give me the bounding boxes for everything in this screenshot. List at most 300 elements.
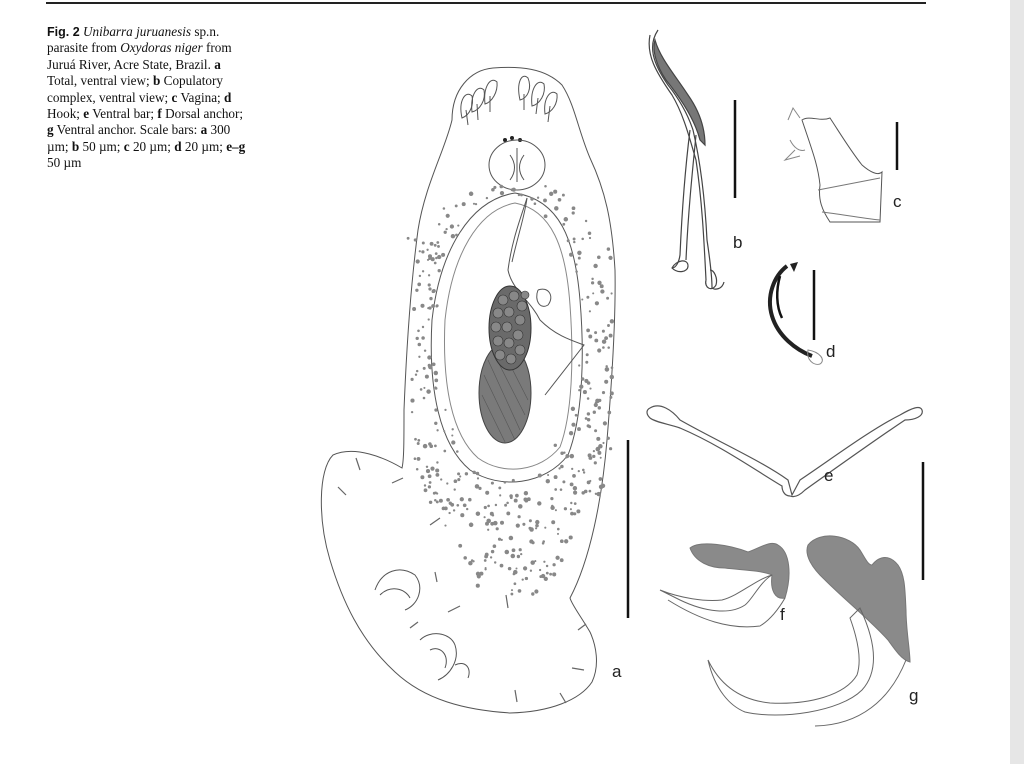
vitelline-follicle xyxy=(436,461,438,463)
vitelline-follicle xyxy=(468,498,472,502)
vitelline-follicle xyxy=(512,548,516,552)
vitelline-follicle xyxy=(595,493,597,495)
vitelline-follicle xyxy=(528,527,531,530)
scale-value: 50 µm xyxy=(47,155,82,171)
vitelline-follicle xyxy=(504,504,507,507)
vitelline-follicle xyxy=(551,505,554,508)
vitelline-follicle xyxy=(443,207,446,210)
vitelline-follicle xyxy=(578,470,580,472)
vitelline-follicle xyxy=(560,452,563,455)
vitelline-follicle xyxy=(607,247,610,250)
vitelline-follicle xyxy=(435,387,438,390)
vitelline-follicle xyxy=(535,520,539,524)
panel-label-d: d xyxy=(826,342,836,361)
vitelline-follicle xyxy=(607,324,610,327)
vitelline-follicle xyxy=(534,202,537,205)
vitelline-follicle xyxy=(437,245,440,248)
vitelline-follicle xyxy=(436,241,439,244)
vitelline-follicle xyxy=(609,447,612,450)
part-letter: a xyxy=(214,56,221,72)
scale-intro: Scale bars: xyxy=(139,122,198,138)
vitelline-follicle xyxy=(517,555,520,558)
vitelline-follicle xyxy=(493,186,496,189)
vitelline-follicle xyxy=(609,334,613,338)
vitelline-follicle xyxy=(523,566,527,570)
vitelline-follicle xyxy=(429,481,432,484)
vitelline-follicle xyxy=(571,423,575,427)
vitelline-follicle xyxy=(596,437,600,441)
vitelline-follicle xyxy=(530,197,533,200)
vitelline-follicle xyxy=(436,429,438,431)
vitelline-follicle xyxy=(564,507,567,510)
vitelline-follicle xyxy=(491,550,494,553)
panel-b-copulatory-complex xyxy=(649,30,724,289)
vitelline-follicle xyxy=(490,556,492,558)
vitelline-follicle xyxy=(499,494,501,496)
vitelline-follicle xyxy=(589,237,591,239)
vitelline-follicle xyxy=(493,544,497,548)
vitelline-follicle xyxy=(570,512,574,516)
vitelline-follicle xyxy=(578,364,580,366)
vitelline-follicle xyxy=(537,197,539,199)
vitelline-follicle xyxy=(525,577,528,580)
vitelline-follicle xyxy=(428,485,431,488)
vitelline-follicle xyxy=(493,521,498,526)
vitelline-follicle xyxy=(600,457,602,459)
vitelline-follicle xyxy=(411,411,413,413)
vitelline-follicle xyxy=(416,259,420,263)
vitelline-follicle xyxy=(560,539,564,543)
vitelline-follicle xyxy=(444,409,446,411)
vitelline-follicle xyxy=(438,223,441,226)
panel-label-e: e xyxy=(824,466,834,485)
vitelline-follicle xyxy=(412,307,416,311)
vitelline-follicle xyxy=(428,254,432,258)
vitelline-follicle xyxy=(597,256,601,260)
vitelline-follicle xyxy=(430,242,434,246)
vitelline-follicle xyxy=(443,430,445,432)
vitelline-follicle xyxy=(599,485,604,490)
vitelline-follicle xyxy=(498,486,501,489)
vitelline-follicle xyxy=(472,471,475,474)
vitelline-follicle xyxy=(416,468,419,471)
part-desc: Hook; xyxy=(47,106,80,122)
vitelline-follicle xyxy=(581,238,584,241)
vitelline-follicle xyxy=(428,274,430,276)
vitelline-follicle xyxy=(610,319,614,323)
vitelline-follicle xyxy=(416,370,418,372)
scale-letter: c xyxy=(123,138,130,154)
vitelline-follicle xyxy=(446,482,448,484)
vitelline-follicle xyxy=(505,550,510,555)
vitelline-follicle xyxy=(535,527,537,529)
vitelline-follicle xyxy=(442,507,445,510)
vitelline-follicle xyxy=(457,472,460,475)
panel-label-f: f xyxy=(780,605,785,624)
vitelline-follicle xyxy=(513,570,518,575)
vitelline-follicle xyxy=(585,220,587,222)
vitelline-follicle xyxy=(444,525,446,527)
marginal-hooks xyxy=(338,458,586,703)
vitelline-follicle xyxy=(555,556,559,560)
vitelline-follicle xyxy=(424,349,426,351)
panel-label-a: a xyxy=(612,662,622,681)
vitelline-follicle xyxy=(575,263,577,265)
panel-a-worm xyxy=(321,67,615,713)
vitelline-follicle xyxy=(562,194,565,197)
vitelline-follicle xyxy=(579,384,583,388)
vitelline-follicle xyxy=(500,191,504,195)
vitelline-follicle xyxy=(581,491,584,494)
haptor-structure xyxy=(430,649,446,668)
vitelline-follicle xyxy=(597,492,601,496)
vitelline-follicle xyxy=(415,374,417,376)
vitelline-follicle xyxy=(595,301,599,305)
part-letter: c xyxy=(171,89,178,105)
part-letter: e xyxy=(83,106,90,122)
vitelline-follicle xyxy=(469,523,474,528)
vitelline-follicle xyxy=(523,497,527,501)
vitelline-follicle xyxy=(411,378,414,381)
vitelline-follicle xyxy=(596,447,601,452)
eyespot xyxy=(510,136,514,140)
vitelline-follicle xyxy=(416,337,419,340)
vitelline-follicle xyxy=(577,251,581,255)
part-letter: b xyxy=(153,73,161,89)
vitelline-follicle xyxy=(576,509,580,513)
vitelline-follicle xyxy=(519,548,522,551)
vitelline-follicle xyxy=(570,454,575,459)
vitelline-follicle xyxy=(599,477,603,481)
vitelline-follicle xyxy=(549,192,553,196)
vitelline-follicle xyxy=(514,499,518,503)
vitelline-follicle xyxy=(560,558,564,562)
vitelline-follicle xyxy=(597,348,601,352)
vitelline-follicle xyxy=(441,253,445,257)
vitelline-follicle xyxy=(574,502,577,505)
vitelline-follicle xyxy=(456,450,459,453)
vitelline-follicle xyxy=(597,451,601,455)
vitelline-follicle xyxy=(445,228,447,230)
panel-c-vagina xyxy=(785,108,882,222)
part-desc: Copulatory complex, ventral view; xyxy=(47,73,223,105)
part-desc: Ventral bar; xyxy=(92,106,155,122)
vitelline-follicle xyxy=(486,519,491,524)
vitelline-follicle xyxy=(504,481,507,484)
vitelline-follicle xyxy=(484,559,487,562)
vitelline-follicle xyxy=(554,206,559,211)
vitelline-follicle xyxy=(581,298,583,300)
vitelline-follicle xyxy=(476,472,479,475)
vitelline-follicle xyxy=(423,367,426,370)
vitelline-follicle xyxy=(544,527,546,529)
part-letter: f xyxy=(157,106,162,122)
vitelline-follicle xyxy=(420,304,424,308)
vitelline-follicle xyxy=(570,502,572,504)
vitelline-follicle xyxy=(429,501,432,504)
vitelline-follicle xyxy=(419,275,421,277)
haptor-structure xyxy=(420,634,456,680)
vitelline-follicle xyxy=(451,434,453,436)
vitelline-follicle xyxy=(575,414,578,417)
vitelline-follicle xyxy=(428,287,431,290)
vitelline-follicle xyxy=(511,554,516,559)
vitelline-follicle xyxy=(427,355,431,359)
vitelline-follicle xyxy=(506,511,510,515)
vitelline-follicle xyxy=(414,238,417,241)
vitelline-follicle xyxy=(594,461,597,464)
vitelline-follicle xyxy=(564,539,568,543)
vitelline-follicle xyxy=(567,239,570,242)
vitelline-follicle xyxy=(511,589,513,591)
part-desc: Dorsal anchor; xyxy=(165,106,244,122)
vitelline-follicle xyxy=(537,501,541,505)
vitelline-follicle xyxy=(546,572,549,575)
vitelline-follicle xyxy=(555,509,557,511)
vitelline-follicle xyxy=(444,231,447,234)
vitelline-follicle xyxy=(587,397,590,400)
vitelline-follicle xyxy=(443,450,446,453)
vitelline-follicle xyxy=(434,371,438,375)
vitelline-follicle xyxy=(430,467,434,471)
vitelline-follicle xyxy=(598,406,601,409)
vitelline-follicle xyxy=(564,217,569,222)
caption-text-1: sp.n. parasite from xyxy=(47,24,220,56)
vitelline-follicle xyxy=(602,346,605,349)
vitelline-follicle xyxy=(434,422,437,425)
vitelline-follicle xyxy=(426,389,430,393)
vitelline-follicle xyxy=(460,513,464,517)
part-desc: Vagina; xyxy=(180,89,221,105)
vitelline-follicle xyxy=(524,491,528,495)
vitelline-follicle xyxy=(407,237,410,240)
vitelline-follicle xyxy=(607,437,610,440)
vitelline-follicle xyxy=(578,389,580,391)
vitelline-follicle xyxy=(434,408,437,411)
vitelline-follicle xyxy=(600,284,604,288)
vitelline-follicle xyxy=(539,569,541,571)
part-desc: Total, ventral view; xyxy=(47,73,150,89)
vitelline-follicle xyxy=(571,468,573,470)
vitelline-follicle xyxy=(573,486,577,490)
vitelline-follicle xyxy=(602,442,604,444)
vitelline-follicle xyxy=(544,185,547,188)
vitelline-follicle xyxy=(485,491,489,495)
vitelline-follicle xyxy=(587,480,591,484)
vitelline-follicle xyxy=(560,465,564,469)
vitelline-follicle xyxy=(455,234,458,237)
scale-value: 20 µm; xyxy=(132,138,171,154)
vitelline-follicle xyxy=(432,362,436,366)
vitelline-follicle xyxy=(518,515,521,518)
vitelline-follicle xyxy=(426,466,428,468)
vitelline-follicle xyxy=(475,203,477,205)
vitelline-follicle xyxy=(538,474,542,478)
vitelline-follicle xyxy=(522,523,525,526)
vitelline-follicle xyxy=(421,250,424,253)
vitelline-follicle xyxy=(510,496,513,499)
vitelline-follicle xyxy=(446,214,450,218)
scale-value: 20 µm; xyxy=(184,138,223,154)
vitelline-follicle xyxy=(459,475,461,477)
vitelline-follicle xyxy=(512,188,516,192)
vitelline-follicle xyxy=(558,467,560,469)
vitelline-follicle xyxy=(512,479,515,482)
vitelline-follicle xyxy=(550,497,553,500)
vitelline-follicle xyxy=(435,252,438,255)
vitelline-follicle xyxy=(589,490,592,493)
vitelline-follicle xyxy=(570,482,574,486)
vitelline-follicle xyxy=(594,403,598,407)
vitelline-follicle xyxy=(602,330,605,333)
part-letter: g xyxy=(47,122,54,138)
vitelline-follicle xyxy=(446,498,450,502)
vitelline-follicle xyxy=(410,399,414,403)
vitelline-follicle xyxy=(469,192,474,197)
caption-text-2: from Juruá River, Acre State, Brazil. xyxy=(47,40,232,72)
part-desc: Ventral anchor. xyxy=(56,122,137,138)
vitelline-follicle xyxy=(554,488,557,491)
vitelline-follicle xyxy=(518,194,520,196)
vitelline-follicle xyxy=(553,190,557,194)
vitelline-follicle xyxy=(610,375,614,379)
host-name: Oxydoras niger xyxy=(120,40,203,56)
vitelline-follicle xyxy=(591,278,593,280)
panel-f-dorsal-anchor xyxy=(660,543,789,626)
vitelline-follicle xyxy=(417,457,421,461)
vitelline-follicle xyxy=(607,411,611,415)
vitelline-follicle xyxy=(586,329,590,333)
vitelline-follicle xyxy=(602,391,605,394)
gonads xyxy=(479,286,531,443)
vitelline-follicle xyxy=(573,238,576,241)
vitelline-follicle xyxy=(518,504,523,509)
vitelline-follicle xyxy=(463,503,467,507)
vitelline-follicle xyxy=(592,292,594,294)
vitelline-follicle xyxy=(551,520,555,524)
vitelline-follicle xyxy=(543,561,545,563)
vitelline-follicle xyxy=(582,469,585,472)
vitelline-follicle xyxy=(558,198,562,202)
species-name: Unibarra juruanesis xyxy=(82,24,192,39)
vitelline-follicle xyxy=(562,480,565,483)
vitelline-follicle xyxy=(486,197,488,199)
scale-letter: d xyxy=(174,138,182,154)
vitelline-follicle xyxy=(496,527,499,530)
vitelline-follicle xyxy=(594,429,597,432)
vitelline-follicle xyxy=(500,564,504,568)
vitelline-follicle xyxy=(449,502,452,505)
scale-letter: e–g xyxy=(226,138,246,154)
vitelline-follicle xyxy=(597,281,601,285)
vitelline-follicle xyxy=(600,289,604,293)
haptor-structure xyxy=(455,663,469,678)
vitelline-follicle xyxy=(530,570,532,572)
vitelline-follicle xyxy=(463,556,467,560)
vitelline-follicle xyxy=(460,497,464,501)
vitelline-follicle xyxy=(578,257,581,260)
vitelline-follicle xyxy=(435,468,439,472)
vitelline-follicle xyxy=(589,310,591,312)
vitelline-follicle xyxy=(603,421,607,425)
page-edge xyxy=(1010,0,1024,764)
vitelline-follicle xyxy=(534,589,538,593)
vitelline-follicle xyxy=(552,572,556,576)
vitelline-follicle xyxy=(610,391,614,395)
vitelline-follicle xyxy=(423,397,426,400)
vitelline-follicle xyxy=(516,568,518,570)
vitelline-follicle xyxy=(434,379,438,383)
vitelline-follicle xyxy=(477,574,481,578)
vitelline-follicle xyxy=(552,563,555,566)
vitelline-follicle xyxy=(434,491,436,493)
vitelline-follicle xyxy=(492,514,495,517)
vitelline-follicle xyxy=(487,529,489,531)
vitelline-follicle xyxy=(476,584,480,588)
vitelline-follicle xyxy=(593,264,597,268)
vitelline-follicle xyxy=(509,536,514,541)
vitelline-follicle xyxy=(484,516,486,518)
vitelline-follicle xyxy=(585,361,588,364)
vitelline-follicle xyxy=(440,478,442,480)
vitelline-follicle xyxy=(598,399,601,402)
vitelline-follicle xyxy=(426,469,430,473)
vitelline-follicle xyxy=(565,456,567,458)
vitelline-follicle xyxy=(456,504,459,507)
vitelline-follicle xyxy=(570,508,572,510)
vitelline-follicle xyxy=(609,396,612,399)
vitelline-follicle xyxy=(541,574,545,578)
vitelline-follicle xyxy=(594,331,597,334)
panel-label-c: c xyxy=(893,192,902,211)
vitelline-follicle xyxy=(607,346,610,349)
vitelline-follicle xyxy=(554,475,558,479)
vitelline-follicle xyxy=(485,553,489,557)
vitelline-follicle xyxy=(531,592,534,595)
vitelline-follicle xyxy=(417,283,421,287)
vitelline-follicle xyxy=(438,269,441,272)
vitelline-follicle xyxy=(588,231,592,235)
vitelline-follicle xyxy=(415,289,418,292)
vitelline-follicle xyxy=(428,474,432,478)
vitelline-follicle xyxy=(462,202,466,206)
vitelline-follicle xyxy=(439,499,443,503)
vitelline-follicle xyxy=(557,528,560,531)
vitelline-follicle xyxy=(586,296,589,299)
vitelline-follicle xyxy=(588,335,592,339)
vitelline-follicle xyxy=(451,234,455,238)
vitelline-follicle xyxy=(487,505,490,508)
vitelline-follicle xyxy=(437,255,441,259)
vitelline-follicle xyxy=(587,381,591,385)
vitelline-follicle xyxy=(454,488,456,490)
vitelline-follicle xyxy=(431,304,435,308)
vitelline-follicle xyxy=(428,364,431,367)
vitelline-follicle xyxy=(423,387,425,389)
vitelline-follicle xyxy=(421,336,425,340)
vitelline-follicle xyxy=(591,281,594,284)
vitelline-follicle xyxy=(484,506,487,509)
vitelline-follicle xyxy=(450,224,454,228)
vitelline-follicle xyxy=(499,185,503,189)
vitelline-follicle xyxy=(428,318,430,320)
vitelline-follicle xyxy=(508,567,512,571)
vitelline-follicle xyxy=(422,270,424,272)
vitelline-follicle xyxy=(434,262,437,265)
vitelline-follicle xyxy=(546,479,550,483)
vitelline-follicle xyxy=(417,442,420,445)
vitelline-follicle xyxy=(423,444,428,449)
